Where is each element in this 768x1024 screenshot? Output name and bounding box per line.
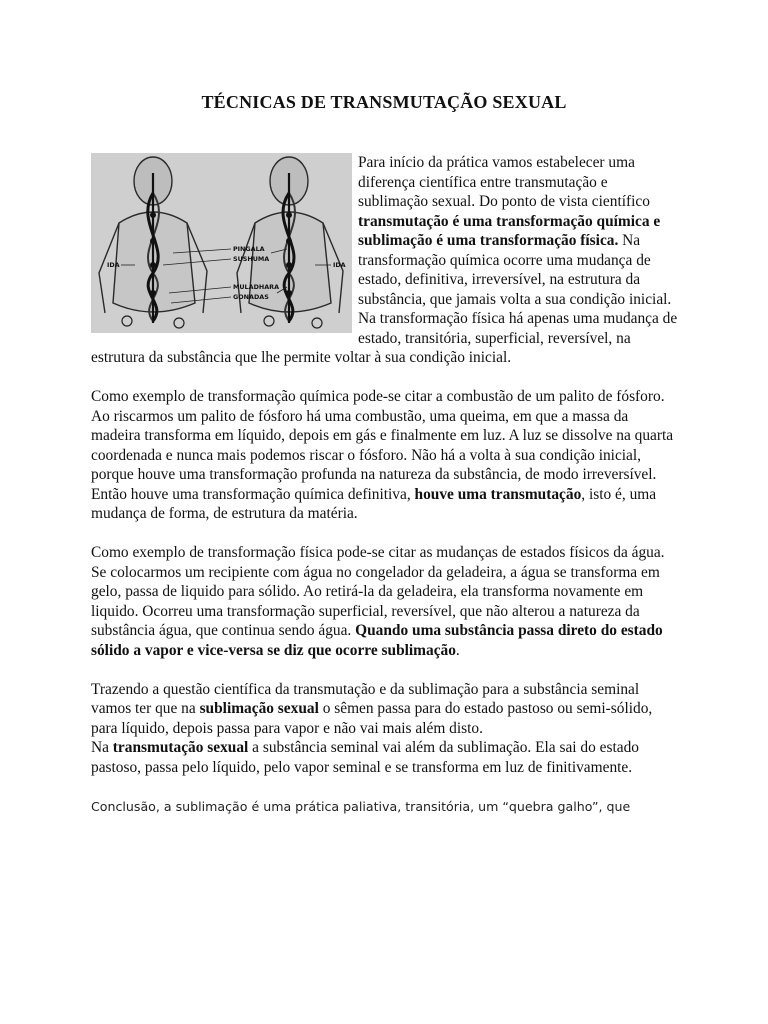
label-pingala: PINGALA — [233, 245, 265, 253]
label-ida-right: IDA — [333, 261, 346, 269]
paragraph-chemical-example: Como exemplo de transformação química pode-se citar a combustão de um palito de fósforo. Ao riscarmos um palito de fósforo há uma combustão, uma queima, em que a massa da madeira transforma em líquido, depois em gás e finalmente em luz. A luz se dissolve na quarta coordenada e nunca mais podemos riscar o fósforo. Não há a volta à sua condição inicial, porque houve uma transformação profunda na natureza da substância, de modo irreversível. Então houve uma transformação química definitiva, houve uma transmutação, isto é, uma mudança de forma, de estrutura da matéria. — [91, 388, 674, 522]
paragraph-conclusion: Conclusão, a sublimação é uma prática paliativa, transitória, um “quebra galho”, que — [91, 798, 631, 814]
page-title: TÉCNICAS DE TRANSMUTAÇÃO SEXUAL — [201, 92, 567, 112]
chakra-diagram-illustration — [91, 153, 352, 333]
label-muladhara: MULADHARA — [233, 283, 280, 291]
chakra-diagram-image — [91, 153, 352, 333]
label-gonadas: GONADAS — [233, 293, 269, 301]
paragraph-intro: Para início da prática vamos estabelecer uma diferença científica entre transmutação e sublimação sexual. Do ponto de vista científico transmutação é uma transformação química e sublimação é uma transformação física. Na transformação química ocorre uma mudança de estado, definitiva, irreversível, na estrutura da substância, que jamais volta a sua condição inicial. Na transformação física há apenas uma mudança de estado, transitória, superficial, reversível, na estrutura da substância que lhe permite voltar à sua condição inicial. — [91, 154, 678, 366]
document-body — [91, 153, 681, 836]
paragraph-seminal: Trazendo a questão científica da transmutação e da sublimação para a substância seminal vamos ter que na sublimação sexual o sêmen passa para do estado pastoso ou semi-sólido, para líquido, depois passa para vapor e não vai mais além disto. Na transmutação sexual a substância seminal vai além da sublimação. Ela sai do estado pastoso, passa pelo líquido, pelo vapor seminal e se transforma em luz de finitivamente. — [91, 680, 653, 776]
label-ida-left: IDA — [107, 261, 120, 269]
paragraph-physical-example: Como exemplo de transformação física pode-se citar as mudanças de estados físicos da água. Se colocarmos um recipiente com água no congelador da geladeira, a água se transforma em gelo, passa de liquido para sólido. Ao retirá-la da geladeira, ela transforma novamente em liquido. Ocorreu uma transformação superficial, reversível, que não alterou a natureza da substância água, que continua sendo água. Quando uma substância passa direto do estado sólido a vapor e vice-versa se diz que ocorre sublimação. — [91, 544, 665, 659]
label-sushuma: SUSHUMA — [233, 255, 270, 263]
